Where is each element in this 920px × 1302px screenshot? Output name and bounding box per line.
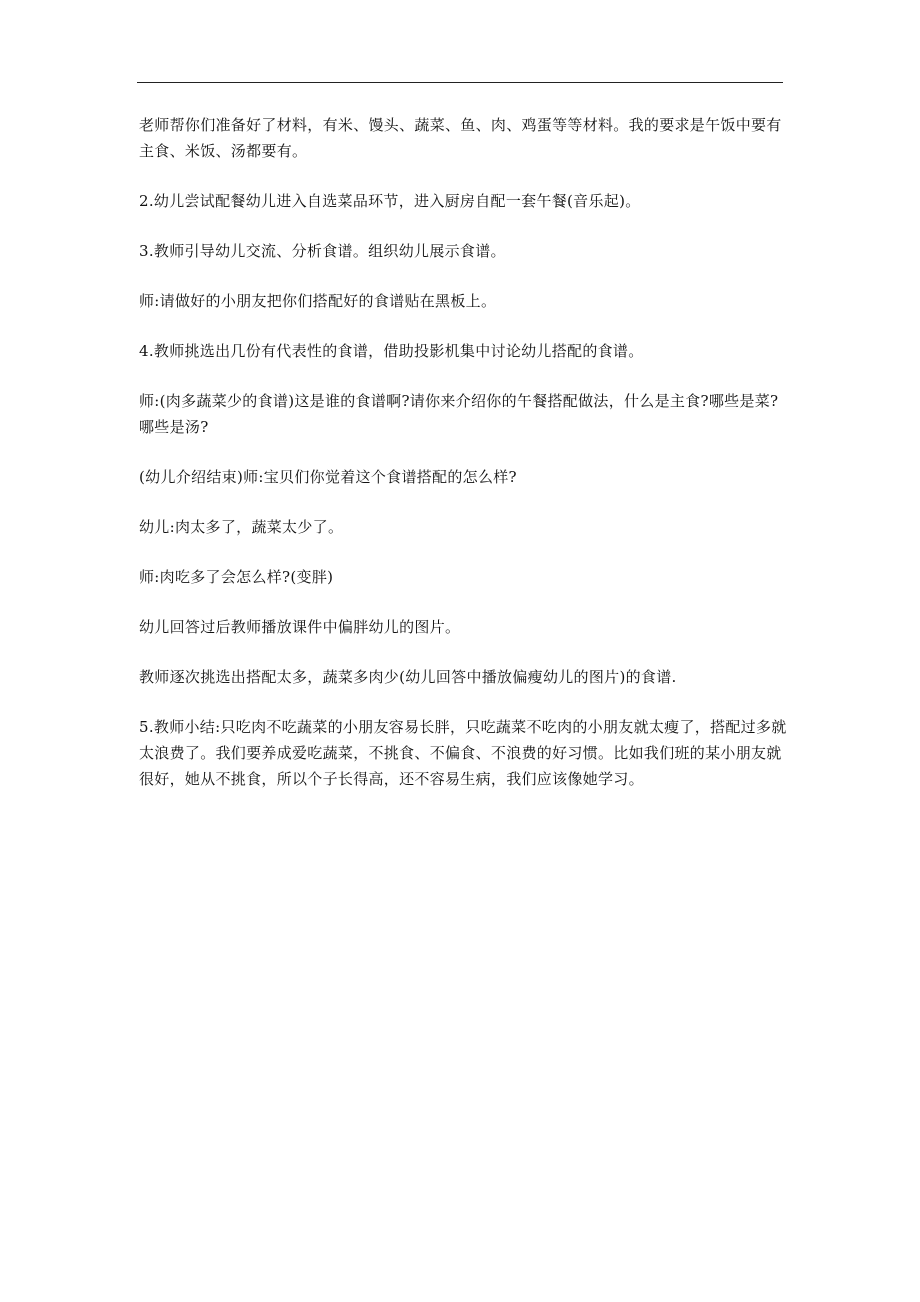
header-rule [137,82,783,83]
paragraph-slides-thin: 教师逐次挑选出搭配太多，蔬菜多肉少(幼儿回答中播放偏瘦幼儿的图片)的食谱. [139,668,677,686]
paragraph-teacher-question: 师:(肉多蔬菜少的食谱)这是谁的食谱啊?请你来介绍你的午餐搭配做法，什么是主食?哪些是菜?哪些是汤? [139,392,779,436]
paragraph-step-2: 2.幼儿尝试配餐幼儿进入自选菜品环节，进入厨房自配一套午餐(音乐起)。 [139,192,641,210]
paragraph-step-4: 4.教师挑选出几份有代表性的食谱，借助投影机集中讨论幼儿搭配的食谱。 [139,342,644,360]
paragraph-teacher-followup: (幼儿介绍结束)师:宝贝们你觉着这个食谱搭配的怎么样? [139,468,517,486]
document-body [139,112,787,816]
paragraph-step-5-summary: 5.教师小结:只吃肉不吃蔬菜的小朋友容易长胖，只吃蔬菜不吃肉的小朋友就太瘦了，搭配过多就太浪费了。我们要养成爱吃蔬菜，不挑食、不偏食、不浪费的好习惯。比如我们班的某小朋友就很好，她从不挑食，所以个子长得高，还不容易生病，我们应该像她学习。 [139,718,787,788]
paragraph-slides-heavy: 幼儿回答过后教师播放课件中偏胖幼儿的图片。 [139,618,461,636]
paragraph-step-3: 3.教师引导幼儿交流、分析食谱。组织幼儿展示食谱。 [139,242,506,260]
paragraph-child-answer: 幼儿:肉太多了，蔬菜太少了。 [139,518,344,536]
paragraph-teacher-meat: 师:肉吃多了会怎么样?(变胖) [139,568,334,586]
paragraph-teacher-instruction: 师:请做好的小朋友把你们搭配好的食谱贴在黑板上。 [139,292,497,310]
paragraph-materials: 老师帮你们准备好了材料，有米、馒头、蔬菜、鱼、肉、鸡蛋等等材料。我的要求是午饭中要有主食、米饭、汤都要有。 [139,116,782,160]
